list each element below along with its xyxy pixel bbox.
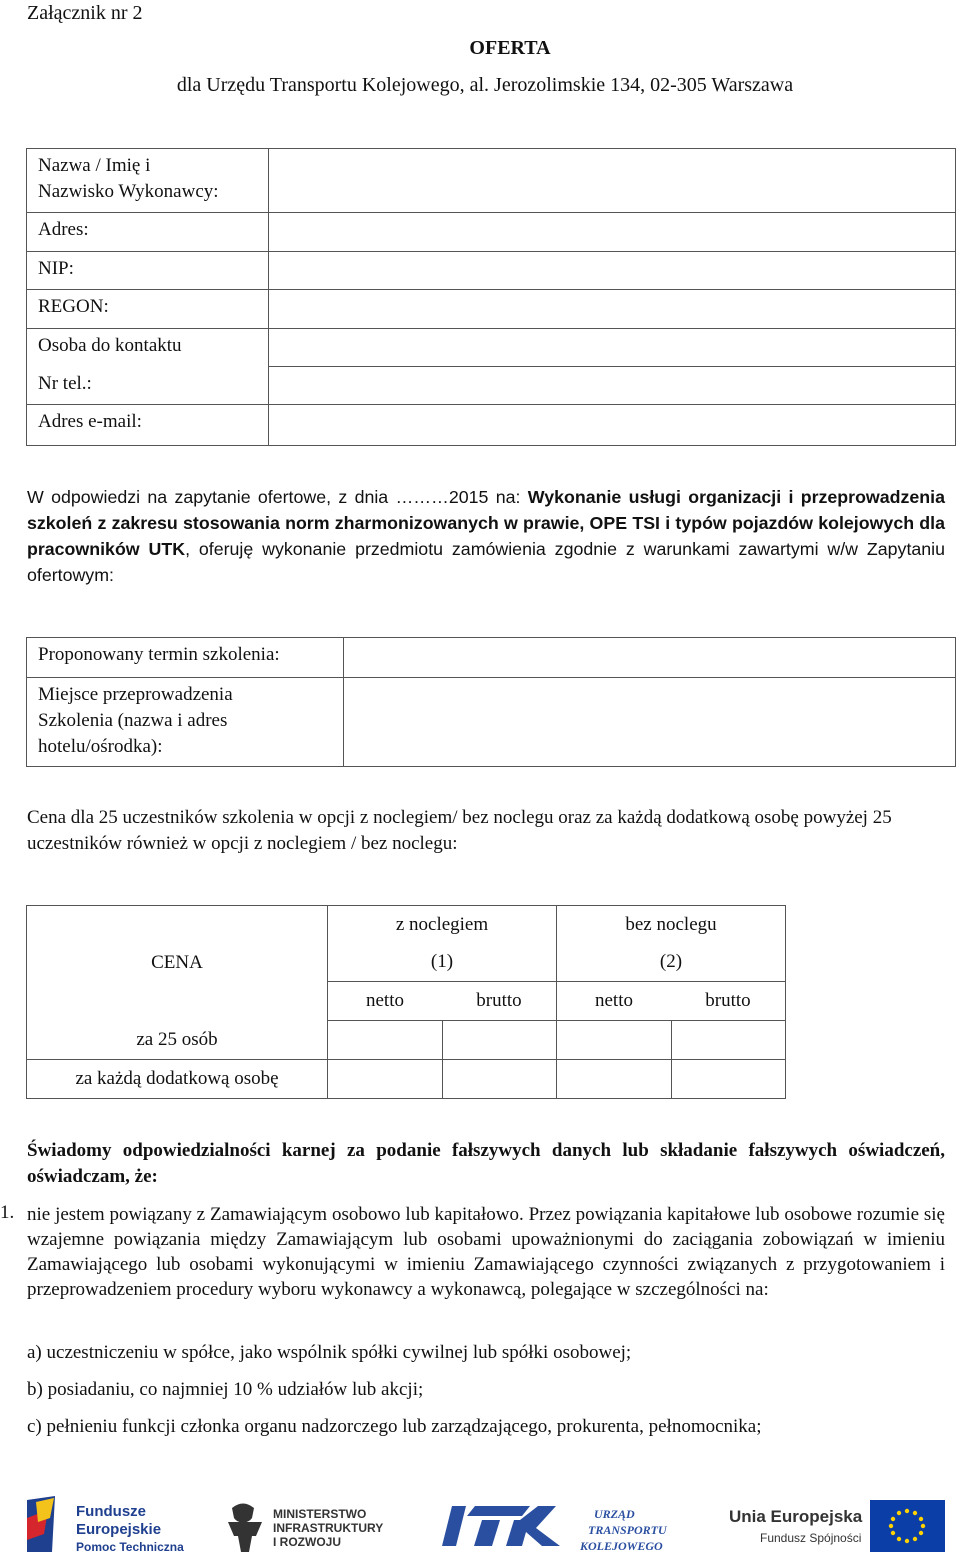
- eu-text-2: Fundusz Spójności: [760, 1531, 862, 1545]
- fundusze-europejskie-logo: [27, 1496, 184, 1554]
- page-title: OFERTA: [469, 37, 551, 59]
- page-subtitle: dla Urzędu Transportu Kolejowego, al. Jerozolimskie 134, 02-305 Warszawa: [176, 74, 794, 96]
- col-brutto-2: brutto: [671, 982, 786, 1021]
- field-contact-person[interactable]: [269, 329, 956, 367]
- attachment-label: Załącznik nr 2: [27, 2, 143, 24]
- label-name-line2: Nazwisko Wykonawcy:: [38, 181, 219, 202]
- min-text-2: INFRASTRUKTURY: [273, 1521, 384, 1535]
- utk-shape-2: [467, 1506, 530, 1516]
- label-nip: NIP:: [27, 252, 269, 290]
- col-netto-2: netto: [557, 982, 672, 1021]
- min-text-3: I ROZWOJU: [273, 1535, 341, 1549]
- eu-flag: [870, 1500, 945, 1552]
- label-address: Adres:: [27, 213, 269, 252]
- row-25-persons: za 25 osób: [27, 1021, 328, 1060]
- fe-text-2: Europejskie: [76, 1521, 162, 1538]
- declaration-number: 1.: [0, 1202, 15, 1223]
- intro-subject: Wykonanie usługi organizacji i przeprowadzenia szkoleń z zakresu stosowania norm zharmonizowanych w prawie, OPE TSI i typów pojazdów kolejowych dla pracowników UTK: [27, 487, 945, 559]
- cell-25-brutto-1[interactable]: [442, 1021, 557, 1060]
- label-contact-person: Osoba do kontaktu: [27, 329, 269, 367]
- col-brutto-1: brutto: [442, 982, 557, 1021]
- eagle-icon: [228, 1504, 262, 1553]
- field-address[interactable]: [269, 213, 956, 252]
- fe-text-3: Pomoc Techniczna: [76, 1540, 184, 1554]
- price-intro: Cena dla 25 uczestników szkolenia w opcji z noclegiem/ bez noclegu oraz za każdą dodatkową osobę powyżej 25 uczestników również w opcji z noclegiem / bez noclegu:: [27, 807, 892, 854]
- label-training-place: [27, 678, 344, 767]
- field-nip[interactable]: [269, 252, 956, 290]
- field-name[interactable]: [269, 149, 956, 213]
- label-name: [27, 149, 269, 213]
- min-text-1: MINISTERSTWO: [273, 1507, 367, 1521]
- declaration-item-a: a) uczestniczeniu w spółce, jako wspólnik spółki cywilnej lub spółki osobowej;: [27, 1342, 632, 1363]
- utk-shape-3: [474, 1520, 500, 1546]
- ministry-logo: [228, 1504, 383, 1553]
- intro-paragraph: [27, 484, 945, 588]
- declaration-item-c: c) pełnieniu funkcji członka organu nadzorczego lub zarządzającego, prokurenta, pełnomocnika;: [27, 1416, 762, 1437]
- header-without-lodging-num: (2): [557, 944, 786, 982]
- cell-add-netto-1[interactable]: [328, 1060, 443, 1099]
- row-additional-person: za każdą dodatkową osobę: [27, 1060, 328, 1099]
- intro-text-start: W odpowiedzi na zapytanie ofertowe, z dnia ………2015 na:: [27, 487, 528, 507]
- declaration-heading: Świadomy odpowiedzialności karnej za podanie fałszywych danych lub składanie fałszywych oświadczeń, oświadczam, że:: [27, 1140, 945, 1187]
- label-regon: REGON:: [27, 290, 269, 329]
- header-with-lodging-num: (1): [328, 944, 557, 982]
- cena-header: CENA: [27, 906, 328, 1021]
- label-email: Adres e-mail:: [27, 405, 269, 446]
- utk-logo: [442, 1506, 668, 1553]
- label-phone: Nr tel.:: [27, 367, 269, 405]
- header-without-lodging: bez noclegu: [557, 906, 786, 944]
- cell-25-netto-1[interactable]: [328, 1021, 443, 1060]
- field-phone[interactable]: [269, 367, 956, 405]
- training-table: [26, 637, 956, 767]
- eu-logo: [729, 1500, 945, 1552]
- field-email[interactable]: [269, 405, 956, 446]
- eu-text-1: Unia Europejska: [729, 1507, 863, 1526]
- field-training-place[interactable]: [344, 678, 956, 767]
- cell-add-netto-2[interactable]: [557, 1060, 672, 1099]
- label-place-line1: Miejsce przeprowadzenia: [38, 684, 233, 705]
- cell-add-brutto-1[interactable]: [442, 1060, 557, 1099]
- cell-add-brutto-2[interactable]: [671, 1060, 786, 1099]
- header-with-lodging: z noclegiem: [328, 906, 557, 944]
- field-regon[interactable]: [269, 290, 956, 329]
- cell-25-brutto-2[interactable]: [671, 1021, 786, 1060]
- label-place-line3: hotelu/ośrodka):: [38, 736, 163, 757]
- col-netto-1: netto: [328, 982, 443, 1021]
- utk-text-1: URZĄD: [594, 1507, 635, 1521]
- price-table: [26, 905, 786, 1099]
- utk-text-3: KOLEJOWEGO: [580, 1539, 663, 1553]
- footer-logos: [0, 1488, 960, 1559]
- fe-text-1: Fundusze: [76, 1503, 146, 1520]
- utk-text-2: TRANSPORTU: [588, 1523, 667, 1537]
- field-training-term[interactable]: [344, 638, 956, 678]
- contractor-table: [26, 148, 956, 446]
- declaration-text: nie jestem powiązany z Zamawiającym osobowo lub kapitałowo. Przez powiązania kapitałowe lub osobowe rozumie się wzajemne powiązania między Zamawiającym lub osobami upoważnionymi do zaciągania zobowiązań w imieniu Zamawiającego lub osobami wykonującymi w imieniu Zamawiającego czynności związanych z przygotowaniem i przeprowadzeniem procedury wyboru wykonawcy a wykonawcą, polegające w szczególności na:: [27, 1204, 945, 1300]
- utk-shape-1: [442, 1506, 466, 1546]
- cell-25-netto-2[interactable]: [557, 1021, 672, 1060]
- label-name-line1: Nazwa / Imię i: [38, 155, 151, 176]
- label-place-line2: Szkolenia (nazwa i adres: [38, 710, 228, 731]
- intro-text-end: , oferuję wykonanie przedmiotu zamówienia zgodnie z warunkami zawartymi w/w Zapytaniu ofertowym:: [27, 539, 946, 585]
- declaration-item-b: b) posiadaniu, co najmniej 10 % udziałów lub akcji;: [27, 1379, 424, 1400]
- label-training-term: Proponowany termin szkolenia:: [27, 638, 344, 678]
